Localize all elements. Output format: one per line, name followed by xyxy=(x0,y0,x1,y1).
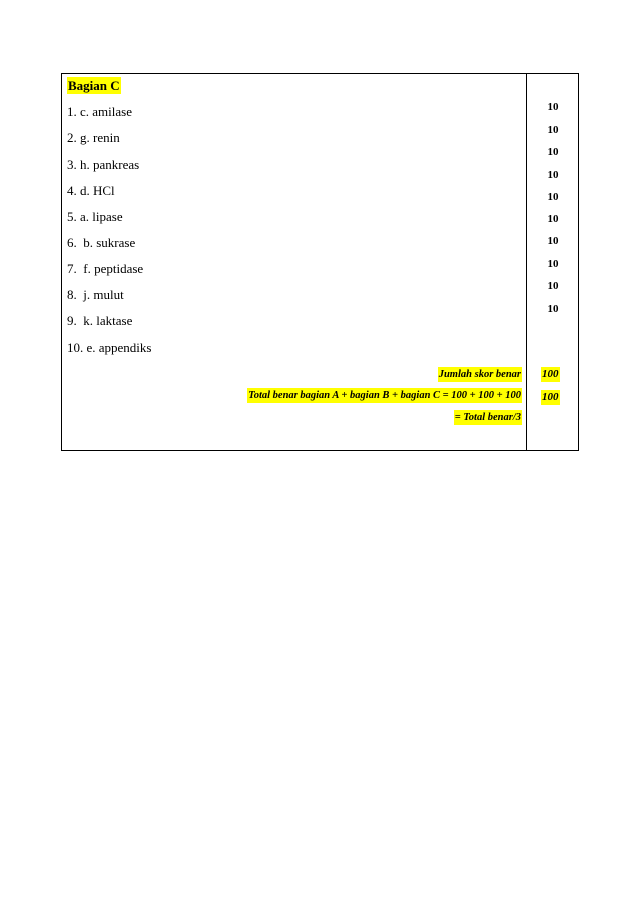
answer-item: 1. c. amilase xyxy=(67,104,132,119)
answer-item: 3. h. pankreas xyxy=(67,157,140,172)
divide-label: = Total benar/3 xyxy=(454,412,521,423)
score-value: 10 xyxy=(547,191,559,203)
answer-item: 9. k. laktase xyxy=(67,313,133,328)
answer-key-table xyxy=(61,73,579,451)
score-value: 10 xyxy=(547,235,559,247)
answer-item: 8. j. mulut xyxy=(67,287,124,302)
scores-column xyxy=(527,74,580,450)
score-value: 10 xyxy=(547,169,559,181)
answer-item: 6. b. sukrase xyxy=(67,235,136,250)
jumlah-skor-label: Jumlah skor benar xyxy=(438,369,521,380)
answer-item: 4. d. HCl xyxy=(67,183,115,198)
answer-item: 2. g. renin xyxy=(67,130,120,145)
score-value: 10 xyxy=(547,303,559,315)
score-value: 10 xyxy=(547,280,559,292)
answer-item: 10. e. appendiks xyxy=(67,340,152,355)
total-benar-label: Total benar bagian A + bagian B + bagian C = 100 + 100 + 100 xyxy=(248,390,521,401)
answer-item: 7. f. peptidase xyxy=(67,261,144,276)
jumlah-skor-value: 100 xyxy=(542,368,559,380)
score-value: 10 xyxy=(547,146,559,158)
score-value: 10 xyxy=(547,258,559,270)
score-value: 10 xyxy=(547,101,559,113)
answer-item: 5. a. lipase xyxy=(67,209,123,224)
section-title: Bagian C xyxy=(68,78,120,93)
score-value: 10 xyxy=(547,124,559,136)
total-benar-value: 100 xyxy=(542,391,559,403)
score-value: 10 xyxy=(547,213,559,225)
